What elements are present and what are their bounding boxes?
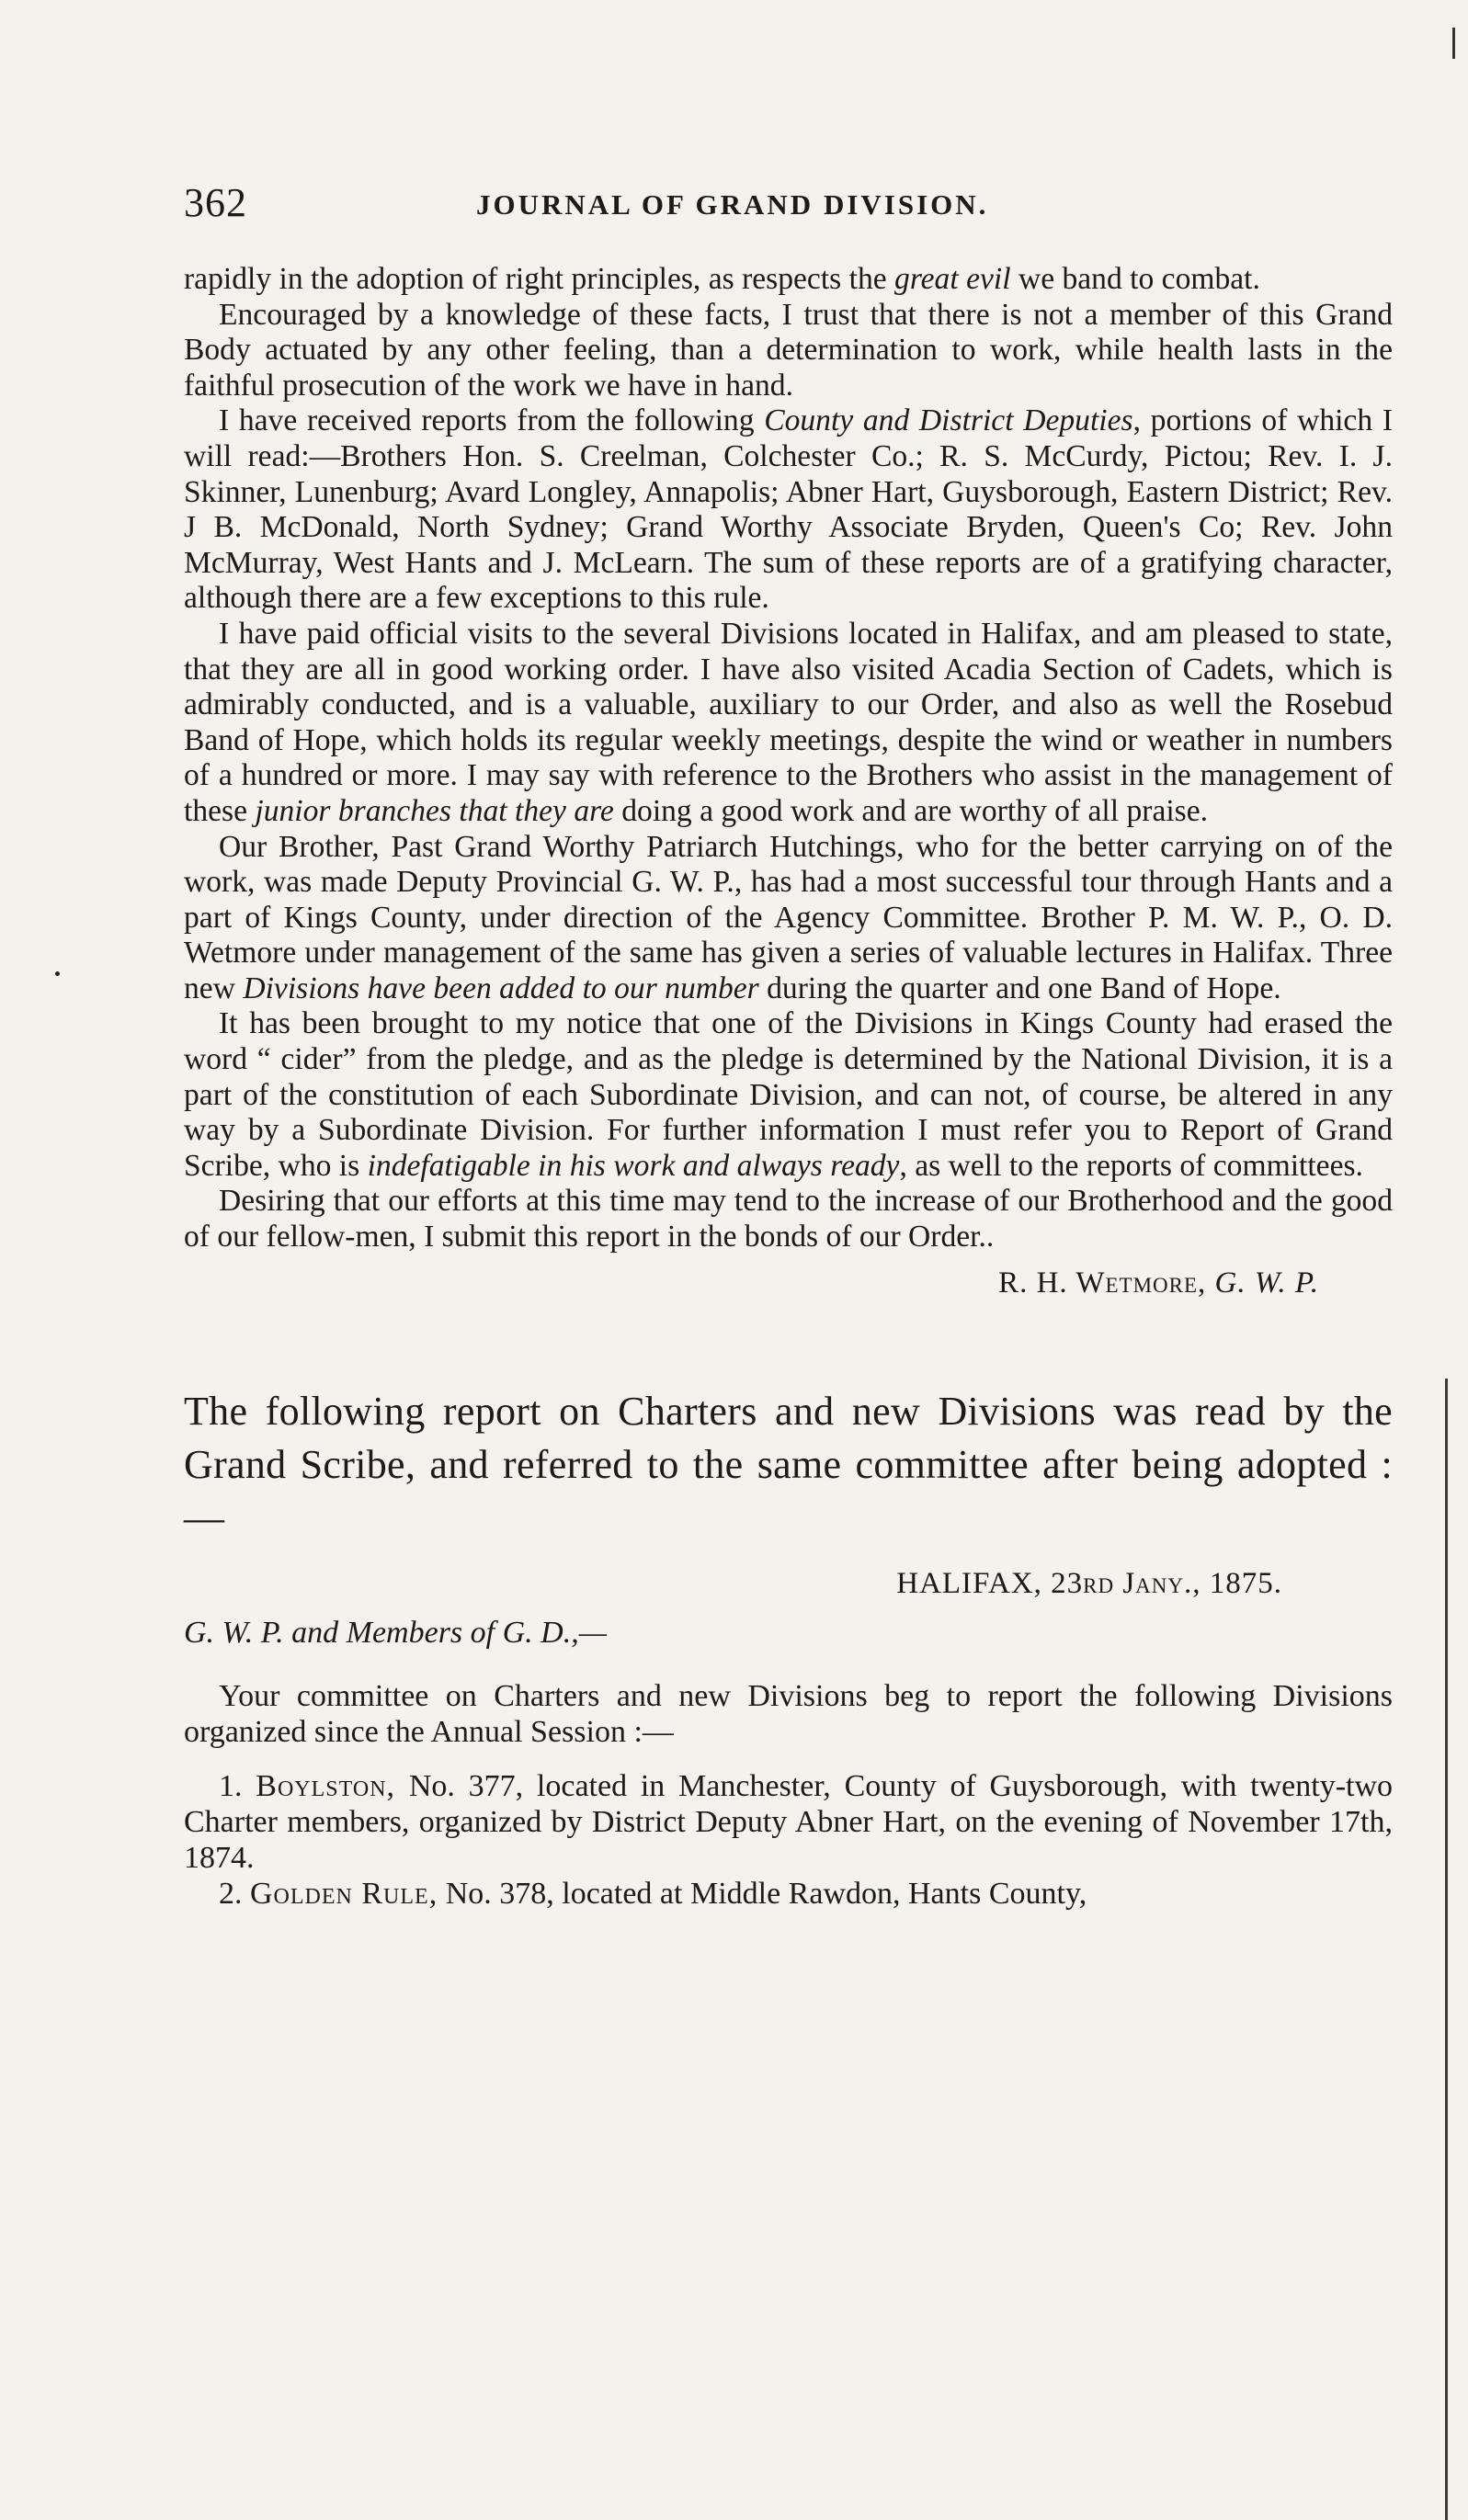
- report-body: [184, 262, 1393, 1255]
- item-number: 2.: [219, 1876, 243, 1911]
- italic-text: indefatigable in his work and always ready: [367, 1148, 900, 1183]
- date-day: 23rd: [1051, 1566, 1115, 1600]
- text-run: we band to combat.: [1010, 262, 1260, 296]
- text-run: Our Brother, Past Grand Worthy Patriarch Hutchings, who for the better carrying on of the work, was made Deputy Provincial G. W. P., has had a most successful tour through Hants and a part of Kings County, under direction of the Agency Committee. Brother P. M. W. P., O. D. Wetmore under management of the same has given a series of valuable lectures in Halifax. Three new: [184, 829, 1393, 1005]
- paragraph-3: [184, 403, 1393, 617]
- signature-title: G. W. P.: [1214, 1266, 1319, 1300]
- page-number: 362: [184, 180, 247, 225]
- signature-name: R. H. Wetmore,: [998, 1266, 1207, 1300]
- report-intro: Your committee on Charters and new Divisions beg to report the following Divisions organized since the Annual Session :—: [184, 1678, 1393, 1749]
- running-head: [184, 179, 1393, 244]
- paragraph-7: Desiring that our efforts at this time may tend to the increase of our Brotherhood and the good of our fellow-men, I submit this report in the bonds of our Order..: [184, 1184, 1393, 1254]
- paragraph-1: [184, 262, 1393, 298]
- text-run: I have paid official visits to the several Divisions located in Halifax, and am pleased to state, that they are all in good working order. I have also visited Acadia Section of Cadets, which is admirably conducted, and is a valuable, auxiliary to our Order, and also as well the Rosebud Band of Hope, which holds its regular weekly meetings, despite the wind or weather in numbers of a hundred or more. I may say with reference to the Brothers who assist in the management of these: [184, 616, 1393, 828]
- paragraph-2: Encouraged by a knowledge of these facts, I trust that there is not a member of this Grand Body actuated by any other feeling, than a determination to work, while health lasts in the faithful prosecution of the work we have in hand.: [184, 297, 1393, 403]
- item-text: No. 377, located in Manchester, County of Guysborough, with twenty-two Charter members, organized by District Deputy Abner Hart, on the evening of November 17th, 1874.: [184, 1768, 1394, 1875]
- item-number: 1.: [219, 1768, 243, 1803]
- charters-intro: The following report on Charters and new Divisions was read by the Grand Scribe, and referred to the same committee after being adopted :—: [184, 1388, 1393, 1540]
- item-text: No. 378, located at Middle Rawdon, Hants County,: [445, 1876, 1087, 1911]
- text-run: during the quarter and one Band of Hope.: [758, 971, 1281, 1005]
- text-run: doing a good work and are worthy of all praise.: [613, 793, 1209, 828]
- text-run: rapidly in the adoption of right principles, as respects the: [184, 262, 895, 296]
- text-run: I have received reports from the following: [219, 403, 765, 438]
- date-place: HALIFAX,: [896, 1566, 1042, 1600]
- italic-text: junior branches that they are: [255, 793, 614, 828]
- date-rest: Jany., 1875.: [1122, 1566, 1282, 1600]
- paragraph-4: [184, 617, 1393, 830]
- text-run: , portions of which I will read:—Brothers Hon. S. Creelman, Colchester Co.; R. S. McCurdy, Pictou; Rev. I. J. Skinner, Lunenburg; Avard Longley, Annapolis; Abner Hart, Guysborough, Eastern District; Rev. J B. McDonald, North Sydney; Grand Worthy Associate Bryden, Queen's Co; Rev. John McMurray, West Hants and J. McLearn. The sum of these reports are of a gratifying character, although there are a few exceptions to this rule.: [184, 403, 1393, 616]
- signature: [184, 1266, 1319, 1300]
- paragraph-5: [184, 830, 1393, 1007]
- running-title: JOURNAL OF GRAND DIVISION.: [476, 188, 989, 221]
- list-item: [184, 1876, 1393, 1912]
- item-division-name: Golden Rule,: [250, 1876, 438, 1911]
- italic-text: great evil: [894, 262, 1011, 296]
- page: [184, 179, 1393, 1912]
- item-division-name: Boylston,: [256, 1768, 396, 1803]
- paragraph-6: [184, 1006, 1393, 1184]
- charters-report: [184, 1678, 1393, 1912]
- text-run: It has been brought to my notice that one of the Divisions in Kings County had erased the word “ cider” from the pledge, and as the pledge is determined by the National Division, it is a part of the constitution of each Subordinate Division, and can not, of course, be altered in any way by a Subordinate Division. For further information I must refer you to Report of Grand Scribe, who is: [184, 1006, 1393, 1183]
- text-run: , as well to the reports of committees.: [899, 1148, 1363, 1183]
- stray-dot: [55, 971, 60, 976]
- date-line: [184, 1567, 1282, 1601]
- italic-text: Divisions have been added to our number: [243, 971, 759, 1005]
- italic-text: County and District Deputies: [764, 403, 1133, 438]
- salutation: G. W. P. and Members of G. D.,—: [184, 1615, 607, 1650]
- scan-edge-rule: [1445, 1379, 1448, 2520]
- list-item: [184, 1768, 1393, 1876]
- scan-edge-mark: [1452, 28, 1455, 59]
